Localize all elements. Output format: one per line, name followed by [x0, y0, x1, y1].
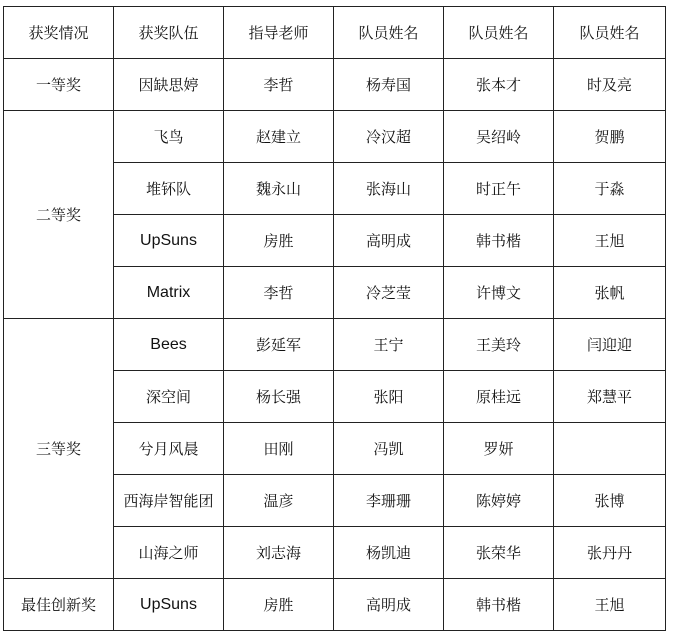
member-cell: 罗妍 — [444, 423, 554, 475]
member-cell: 张荣华 — [444, 527, 554, 579]
header-member: 队员姓名 — [444, 7, 554, 59]
header-team: 获奖队伍 — [114, 7, 224, 59]
table-row — [4, 111, 666, 163]
member-cell: 王宁 — [334, 319, 444, 371]
member-cell: 郑慧平 — [554, 371, 666, 423]
member-cell: 李珊珊 — [334, 475, 444, 527]
award-cell: 最佳创新奖 — [4, 579, 114, 631]
member-cell: 高明成 — [334, 215, 444, 267]
awards-table — [3, 6, 666, 631]
team-cell: 飞鸟 — [114, 111, 224, 163]
member-cell: 王旭 — [554, 215, 666, 267]
header-member: 队员姓名 — [554, 7, 666, 59]
member-cell: 吴绍岭 — [444, 111, 554, 163]
advisor-cell: 赵建立 — [224, 111, 334, 163]
member-cell: 王旭 — [554, 579, 666, 631]
member-cell: 原桂远 — [444, 371, 554, 423]
team-cell: Matrix — [114, 267, 224, 319]
advisor-cell: 田刚 — [224, 423, 334, 475]
advisor-cell: 彭延军 — [224, 319, 334, 371]
member-cell: 张本才 — [444, 59, 554, 111]
table-body — [4, 59, 666, 631]
advisor-cell: 房胜 — [224, 579, 334, 631]
advisor-cell: 李哲 — [224, 59, 334, 111]
advisor-cell: 杨长强 — [224, 371, 334, 423]
team-cell: 山海之师 — [114, 527, 224, 579]
member-cell: 冷芝莹 — [334, 267, 444, 319]
team-cell: 堆钚队 — [114, 163, 224, 215]
member-cell: 贺鹏 — [554, 111, 666, 163]
header-member: 队员姓名 — [334, 7, 444, 59]
team-cell: 深空间 — [114, 371, 224, 423]
member-cell: 韩书楷 — [444, 579, 554, 631]
award-cell: 二等奖 — [4, 111, 114, 319]
advisor-cell: 房胜 — [224, 215, 334, 267]
member-cell: 杨寿国 — [334, 59, 444, 111]
member-cell: 张阳 — [334, 371, 444, 423]
team-cell: Bees — [114, 319, 224, 371]
team-cell: 因缺思婷 — [114, 59, 224, 111]
advisor-cell: 温彦 — [224, 475, 334, 527]
member-cell: 高明成 — [334, 579, 444, 631]
member-cell: 闫迎迎 — [554, 319, 666, 371]
table-row — [4, 319, 666, 371]
member-cell — [554, 423, 666, 475]
award-cell: 一等奖 — [4, 59, 114, 111]
header-award: 获奖情况 — [4, 7, 114, 59]
header-advisor: 指导老师 — [224, 7, 334, 59]
advisor-cell: 刘志海 — [224, 527, 334, 579]
advisor-cell: 魏永山 — [224, 163, 334, 215]
team-cell: 西海岸智能团 — [114, 475, 224, 527]
award-cell: 三等奖 — [4, 319, 114, 579]
team-cell: UpSuns — [114, 579, 224, 631]
member-cell: 时及亮 — [554, 59, 666, 111]
table-row — [4, 579, 666, 631]
member-cell: 于淼 — [554, 163, 666, 215]
member-cell: 许博文 — [444, 267, 554, 319]
member-cell: 韩书楷 — [444, 215, 554, 267]
team-cell: UpSuns — [114, 215, 224, 267]
member-cell: 张帆 — [554, 267, 666, 319]
advisor-cell: 李哲 — [224, 267, 334, 319]
header-row — [4, 7, 666, 59]
member-cell: 陈婷婷 — [444, 475, 554, 527]
team-cell: 兮月风晨 — [114, 423, 224, 475]
table-row — [4, 59, 666, 111]
member-cell: 张海山 — [334, 163, 444, 215]
member-cell: 时正午 — [444, 163, 554, 215]
member-cell: 冯凯 — [334, 423, 444, 475]
member-cell: 王美玲 — [444, 319, 554, 371]
member-cell: 张博 — [554, 475, 666, 527]
member-cell: 冷汉超 — [334, 111, 444, 163]
member-cell: 张丹丹 — [554, 527, 666, 579]
member-cell: 杨凯迪 — [334, 527, 444, 579]
